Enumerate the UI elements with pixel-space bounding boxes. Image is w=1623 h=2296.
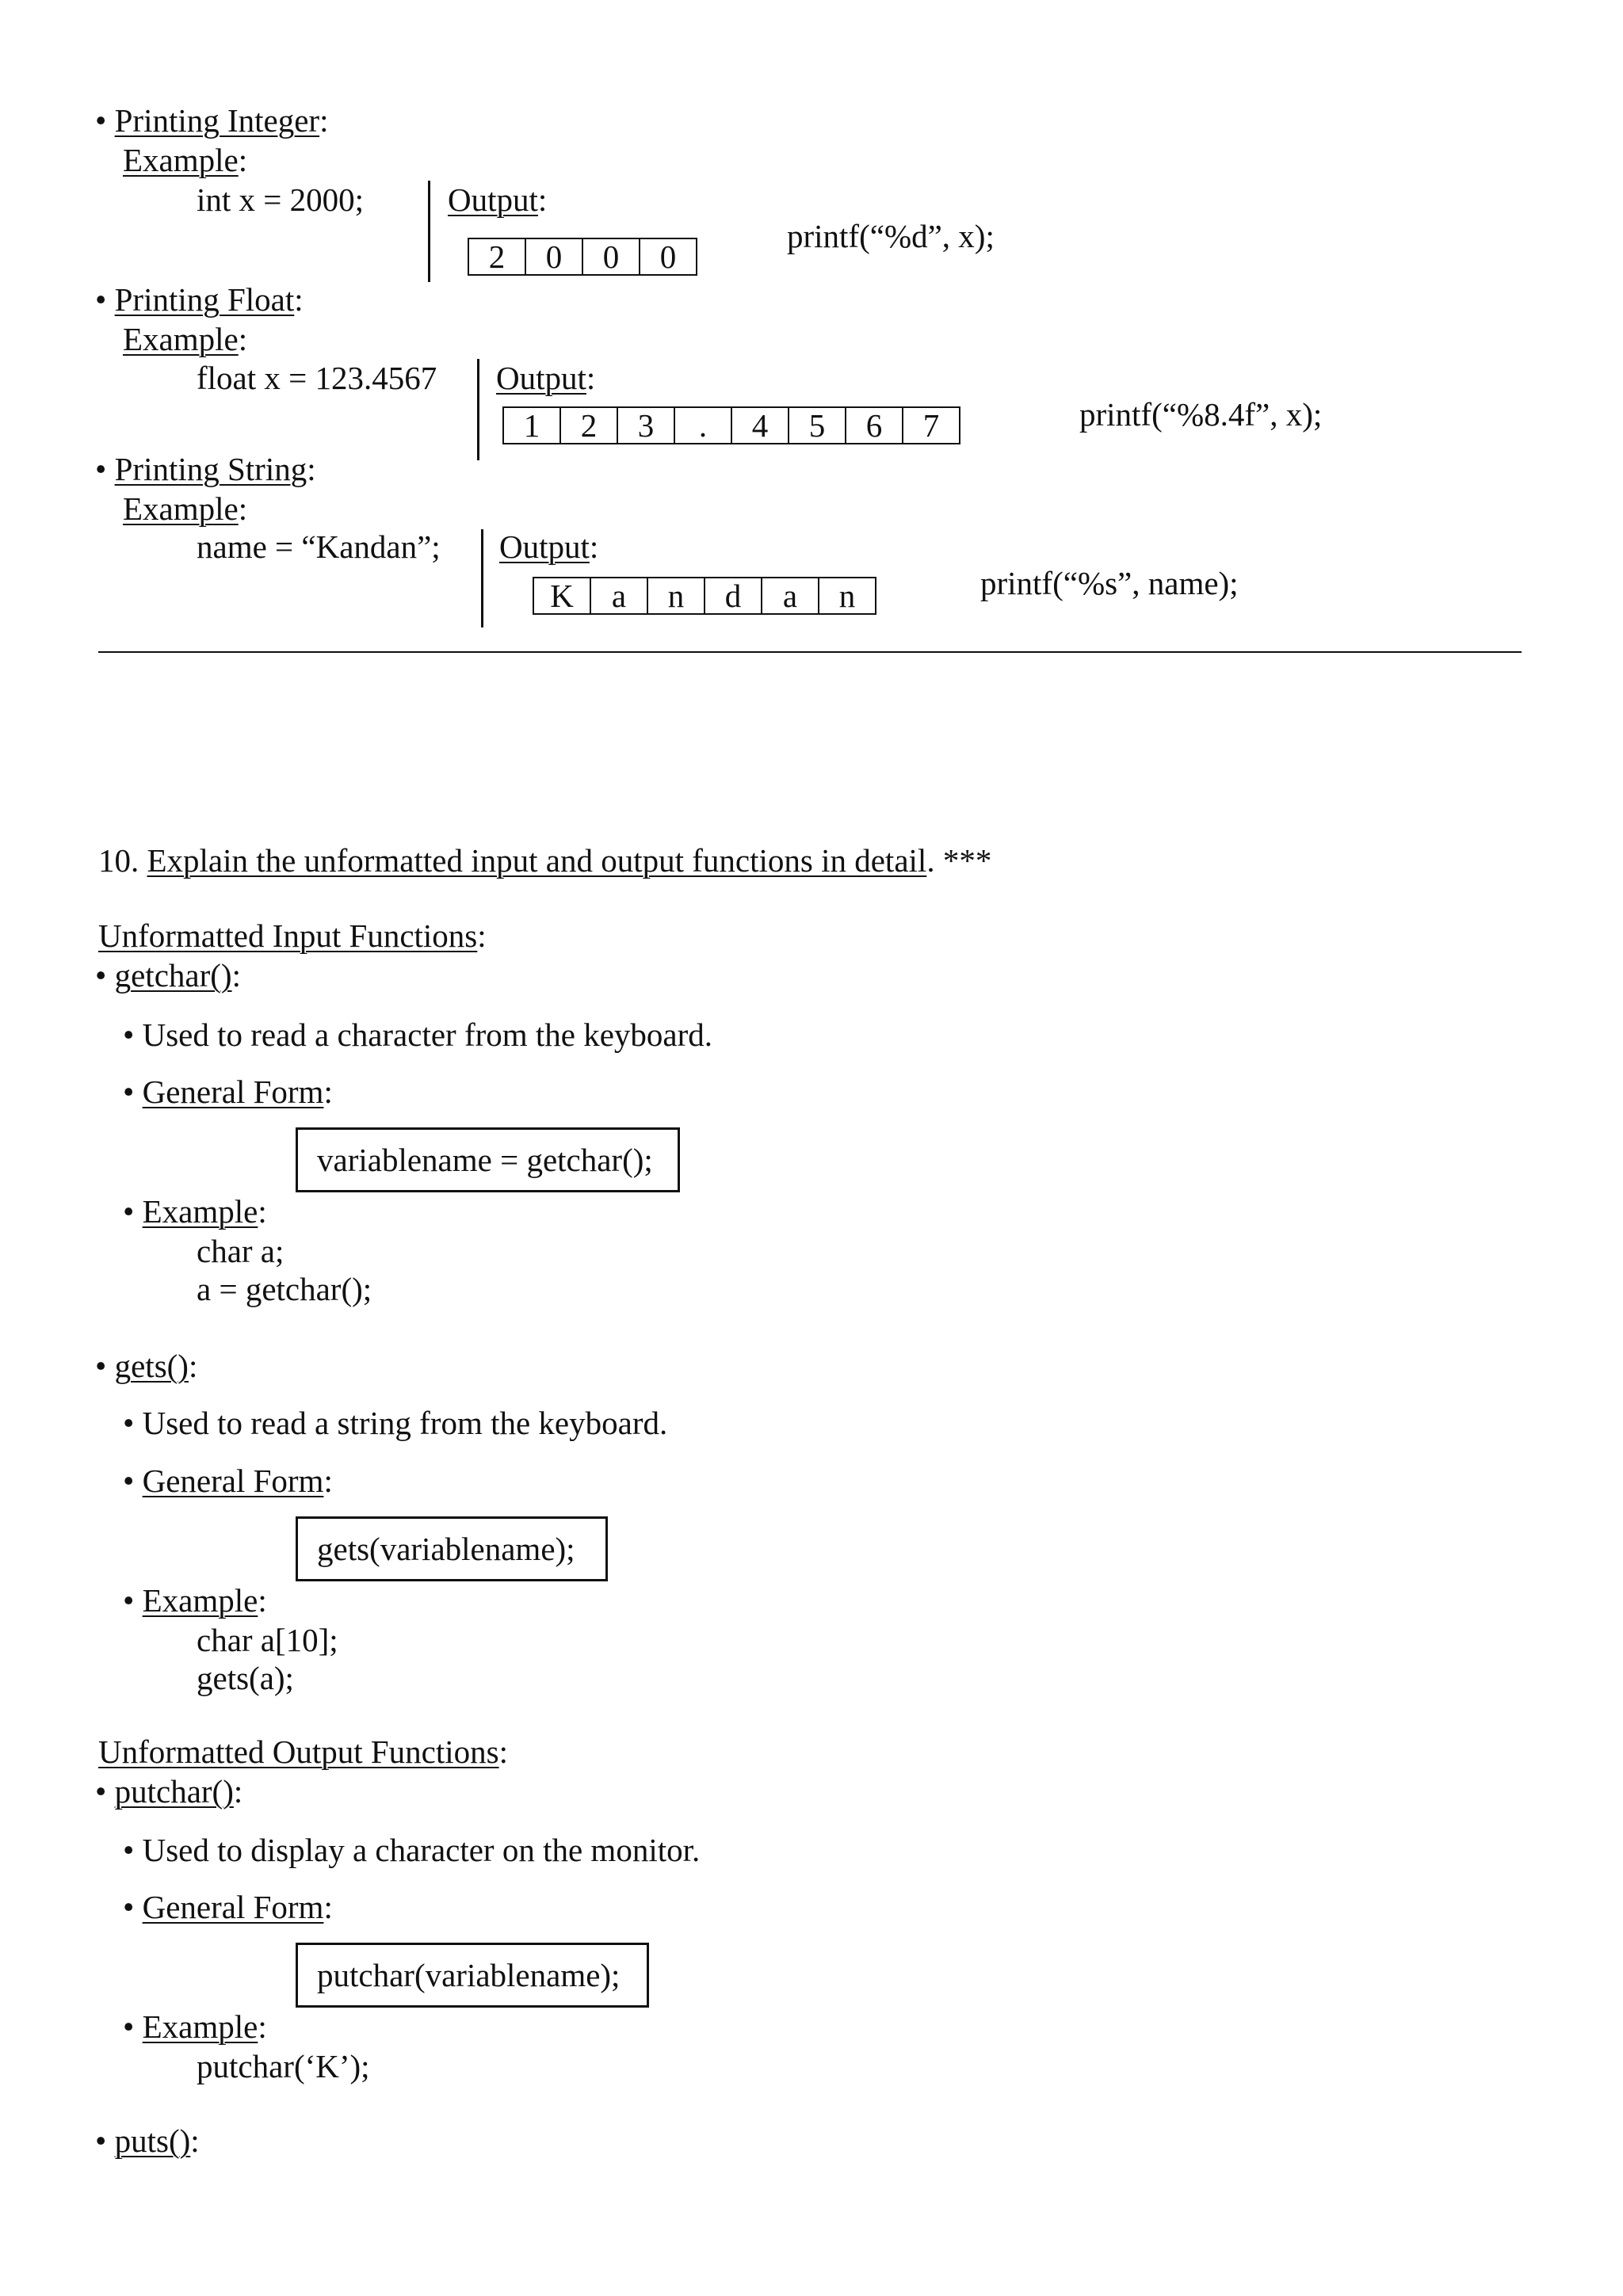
integer-divider xyxy=(428,181,430,282)
float-output-label: Output xyxy=(496,360,586,396)
question-title: 10. Explain the unformatted input and output functions in detail. *** xyxy=(98,842,992,879)
float-output-label-wrap: Output: xyxy=(496,360,596,396)
output-cell: 3 xyxy=(618,408,675,443)
float-heading: Printing Float xyxy=(114,281,295,318)
string-output-label-wrap: Output: xyxy=(499,528,599,565)
output-cell: 2 xyxy=(469,239,526,274)
integer-output-label: Output xyxy=(448,181,538,218)
gets-item: • gets(): xyxy=(95,1348,198,1384)
getchar-example-label: Example xyxy=(142,1193,258,1230)
output-cell: a xyxy=(762,578,819,613)
output-cell: 0 xyxy=(583,239,640,274)
integer-code: int x = 2000; xyxy=(197,181,365,218)
question-text: Explain the unformatted input and output functions in detail xyxy=(147,842,927,879)
float-heading-item: • Printing Float: xyxy=(95,281,304,318)
gets-general-form-label: General Form xyxy=(142,1463,324,1499)
output-cell: n xyxy=(838,578,856,614)
putchar-general-form-label: General Form xyxy=(142,1889,324,1925)
output-cell: 7 xyxy=(922,407,940,444)
gets-example-label: Example xyxy=(142,1582,258,1619)
getchar-example-line: a = getchar(); xyxy=(197,1271,372,1307)
string-output-cells xyxy=(533,577,876,615)
putchar-desc-item: • Used to display a character on the monitor. xyxy=(123,1832,701,1868)
float-divider xyxy=(477,359,479,460)
string-divider xyxy=(481,529,483,627)
output-section-heading: Unformatted Output Functions xyxy=(98,1733,499,1770)
integer-output-label-wrap: Output: xyxy=(448,181,548,218)
input-section-heading: Unformatted Input Functions xyxy=(98,917,478,954)
integer-printf: printf(“%d”, x); xyxy=(787,218,995,254)
gets-general-form: gets(variablename); xyxy=(317,1531,575,1567)
string-heading: Printing String xyxy=(114,451,307,487)
gets-desc: Used to read a string from the keyboard. xyxy=(142,1405,668,1441)
output-cell: 1 xyxy=(504,408,561,443)
output-cell: K xyxy=(534,578,591,613)
input-section-heading-wrap: Unformatted Input Functions: xyxy=(98,917,487,954)
float-example-label-wrap: Example: xyxy=(123,321,248,357)
integer-heading-item: • Printing Integer: xyxy=(95,102,329,139)
putchar-desc: Used to display a character on the monitor. xyxy=(142,1832,701,1868)
string-printf: printf(“%s”, name); xyxy=(980,565,1239,601)
getchar-general-form-item: • General Form: xyxy=(123,1074,333,1110)
output-cell: 0 xyxy=(659,238,677,275)
section-divider xyxy=(98,651,1522,653)
getchar-example-item: • Example: xyxy=(123,1193,267,1230)
gets-example-item: • Example: xyxy=(123,1582,267,1619)
putchar-example-item: • Example: xyxy=(123,2008,267,2045)
output-cell: a xyxy=(591,578,648,613)
gets-general-form-item: • General Form: xyxy=(123,1463,333,1499)
puts-item: • puts(): xyxy=(95,2122,200,2159)
string-code: name = “Kandan”; xyxy=(197,528,441,565)
gets-general-form-box xyxy=(296,1516,608,1581)
getchar-general-form: variablename = getchar(); xyxy=(317,1142,653,1178)
string-example-label: Example xyxy=(123,490,239,527)
output-cell: 4 xyxy=(732,408,789,443)
integer-output-cells xyxy=(468,238,697,276)
getchar-name: getchar() xyxy=(114,957,232,994)
putchar-example-line: putchar(‘K’); xyxy=(197,2048,370,2084)
putchar-general-form-item: • General Form: xyxy=(123,1889,333,1925)
output-cell: d xyxy=(705,578,762,613)
output-section-heading-wrap: Unformatted Output Functions: xyxy=(98,1733,509,1770)
float-printf: printf(“%8.4f”, x); xyxy=(1079,396,1323,433)
getchar-general-form-label: General Form xyxy=(142,1074,324,1110)
output-cell: 2 xyxy=(561,408,618,443)
putchar-name: putchar() xyxy=(114,1773,234,1810)
output-cell: 0 xyxy=(526,239,583,274)
float-example-label: Example xyxy=(123,321,239,357)
integer-example-label-wrap: Example: xyxy=(123,142,248,178)
question-number: 10. xyxy=(98,842,139,879)
gets-example-line: char a[10]; xyxy=(197,1622,338,1658)
puts-name: puts() xyxy=(114,2122,191,2159)
gets-desc-item: • Used to read a string from the keyboard. xyxy=(123,1405,668,1441)
getchar-desc: Used to read a character from the keyboard. xyxy=(142,1016,713,1053)
string-heading-item: • Printing String: xyxy=(95,451,316,487)
getchar-desc-item: • Used to read a character from the keyboard. xyxy=(123,1016,713,1053)
getchar-general-form-box xyxy=(296,1127,680,1192)
output-cell: 6 xyxy=(846,408,903,443)
integer-heading: Printing Integer xyxy=(114,102,320,139)
integer-example-label: Example xyxy=(123,142,239,178)
output-cell: 5 xyxy=(789,408,846,443)
output-cell: n xyxy=(648,578,705,613)
float-output-cells xyxy=(502,406,960,444)
putchar-item: • putchar(): xyxy=(95,1773,243,1810)
putchar-general-form: putchar(variablename); xyxy=(317,1957,621,1993)
getchar-example-line: char a; xyxy=(197,1233,285,1269)
gets-name: gets() xyxy=(114,1348,189,1384)
string-example-label-wrap: Example: xyxy=(123,490,248,527)
putchar-example-label: Example xyxy=(142,2008,258,2045)
gets-example-line: gets(a); xyxy=(197,1660,294,1696)
putchar-general-form-box xyxy=(296,1943,649,2008)
string-output-label: Output xyxy=(499,528,590,565)
getchar-item: • getchar(): xyxy=(95,957,241,994)
question-stars: *** xyxy=(942,842,992,879)
output-cell: . xyxy=(675,408,732,443)
float-code: float x = 123.4567 xyxy=(197,360,437,396)
